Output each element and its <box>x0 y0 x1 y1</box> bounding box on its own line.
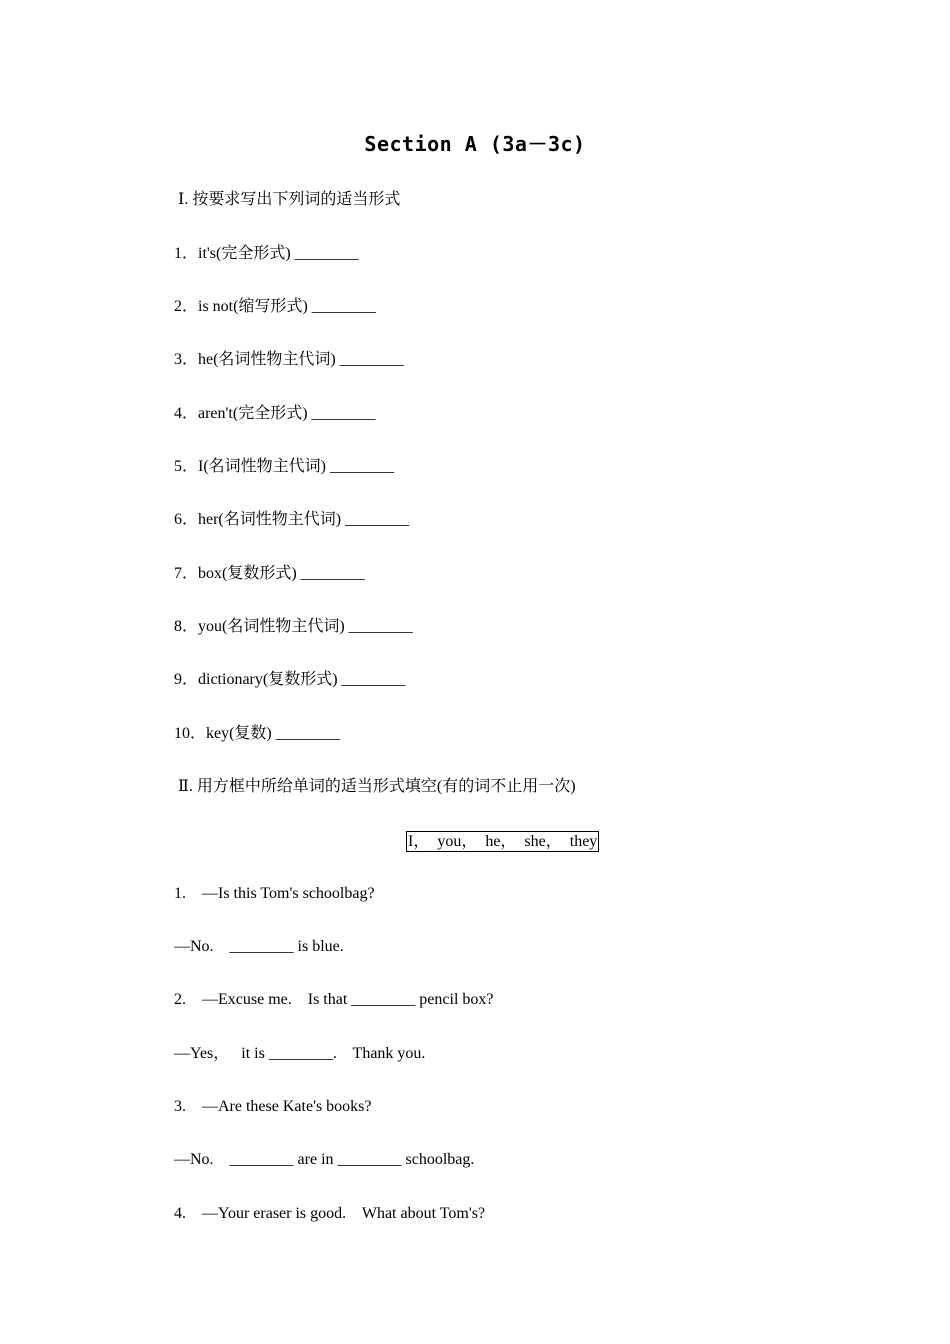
part1-item: 4．aren't(完全形式) ________ <box>174 405 376 422</box>
part2-line: —Yes， it is ________. Thank you. <box>174 1045 426 1062</box>
part1-item: 2．is not(缩写形式) ________ <box>174 298 376 315</box>
part1-item: 7．box(复数形式) ________ <box>174 565 365 582</box>
part2-line: 4. —Your eraser is good. What about Tom's? <box>174 1205 486 1222</box>
part2-line: —No. ________ are in ________ schoolbag. <box>174 1151 475 1168</box>
page-title: Section A (3a－3c) <box>364 132 586 156</box>
part2-line: 3. —Are these Kate's books? <box>174 1098 372 1115</box>
part1-item: 10．key(复数) ________ <box>174 725 340 742</box>
word-box: I， you， he， she， they <box>408 833 598 850</box>
part2-line: —No. ________ is blue. <box>174 938 344 955</box>
part1-item: 1．it's(完全形式) ________ <box>174 245 359 262</box>
part1-item: 8．you(名词性物主代词) ________ <box>174 618 413 635</box>
part1-item: 3．he(名词性物主代词) ________ <box>174 351 404 368</box>
part1-item: 9．dictionary(复数形式) ________ <box>174 671 406 688</box>
part2-line: 2. —Excuse me. Is that ________ pencil box? <box>174 991 494 1008</box>
part2-line: 1. —Is this Tom's schoolbag? <box>174 885 375 902</box>
part2-heading: Ⅱ. 用方框中所给单词的适当形式填空(有的词不止用一次) <box>178 778 576 795</box>
part1-item: 5．I(名词性物主代词) ________ <box>174 458 394 475</box>
part1-heading: Ⅰ. 按要求写出下列词的适当形式 <box>178 191 401 208</box>
part1-item: 6．her(名词性物主代词) ________ <box>174 511 410 528</box>
